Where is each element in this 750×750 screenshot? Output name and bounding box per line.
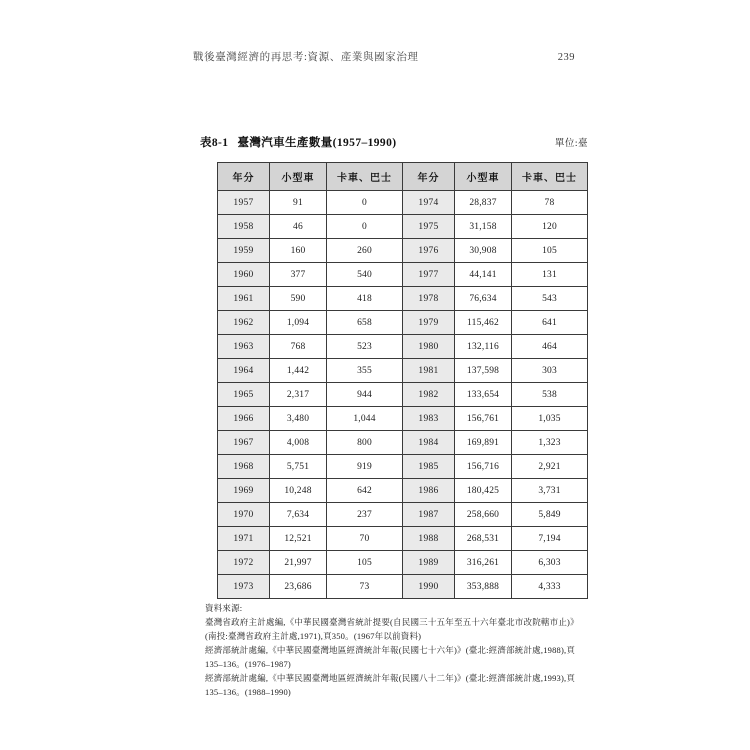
value-cell: 78	[512, 191, 588, 215]
column-header-trucks-buses: 卡車、巴士	[327, 163, 403, 191]
year-cell: 1980	[403, 335, 455, 359]
source-note: 臺灣省政府主計處編,《中華民國臺灣省統計提要(自民國三十五年至五十六年臺北市改院轄市止)》(南投:臺灣省政府主計處,1971),頁350。(1967年以前資料)	[205, 617, 579, 641]
value-cell: 377	[270, 263, 327, 287]
value-cell: 70	[327, 527, 403, 551]
year-cell: 1975	[403, 215, 455, 239]
year-cell: 1976	[403, 239, 455, 263]
value-cell: 418	[327, 287, 403, 311]
value-cell: 1,323	[512, 431, 588, 455]
source-note: 經濟部統計處編,《中華民國臺灣地區經濟統計年報(民國八十二年)》(臺北:經濟部統計處,1993),頁135–136。(1988–1990)	[205, 673, 576, 697]
value-cell: 268,531	[455, 527, 512, 551]
table-row	[218, 287, 588, 311]
value-cell: 590	[270, 287, 327, 311]
column-header-small-cars: 小型車	[455, 163, 512, 191]
value-cell: 6,303	[512, 551, 588, 575]
value-cell: 91	[270, 191, 327, 215]
year-cell: 1973	[218, 575, 270, 599]
value-cell: 1,442	[270, 359, 327, 383]
table-row	[218, 215, 588, 239]
value-cell: 137,598	[455, 359, 512, 383]
year-cell: 1966	[218, 407, 270, 431]
year-cell: 1988	[403, 527, 455, 551]
value-cell: 642	[327, 479, 403, 503]
value-cell: 523	[327, 335, 403, 359]
value-cell: 30,908	[455, 239, 512, 263]
value-cell: 4,008	[270, 431, 327, 455]
value-cell: 44,141	[455, 263, 512, 287]
value-cell: 658	[327, 311, 403, 335]
value-cell: 10,248	[270, 479, 327, 503]
value-cell: 169,891	[455, 431, 512, 455]
table-row	[218, 479, 588, 503]
value-cell: 3,480	[270, 407, 327, 431]
column-header-small-cars: 小型車	[270, 163, 327, 191]
running-title: 戰後臺灣經濟的再思考:資源、產業與國家治理	[193, 52, 419, 63]
value-cell: 944	[327, 383, 403, 407]
year-cell: 1959	[218, 239, 270, 263]
production-table	[217, 162, 588, 599]
year-cell: 1979	[403, 311, 455, 335]
column-header-trucks-buses: 卡車、巴士	[512, 163, 588, 191]
value-cell: 28,837	[455, 191, 512, 215]
column-header-year: 年分	[403, 163, 455, 191]
value-cell: 132,116	[455, 335, 512, 359]
value-cell: 31,158	[455, 215, 512, 239]
year-cell: 1962	[218, 311, 270, 335]
value-cell: 115,462	[455, 311, 512, 335]
table-row	[218, 191, 588, 215]
value-cell: 316,261	[455, 551, 512, 575]
year-cell: 1963	[218, 335, 270, 359]
value-cell: 5,849	[512, 503, 588, 527]
page-number: 239	[557, 52, 575, 63]
table-row	[218, 455, 588, 479]
value-cell: 7,634	[270, 503, 327, 527]
year-cell: 1968	[218, 455, 270, 479]
year-cell: 1970	[218, 503, 270, 527]
table-number-label: 表8-1	[200, 137, 229, 149]
year-cell: 1969	[218, 479, 270, 503]
table-row	[218, 383, 588, 407]
value-cell: 133,654	[455, 383, 512, 407]
table-row	[218, 407, 588, 431]
year-cell: 1971	[218, 527, 270, 551]
table-row	[218, 527, 588, 551]
year-cell: 1983	[403, 407, 455, 431]
value-cell: 131	[512, 263, 588, 287]
table-row	[218, 335, 588, 359]
value-cell: 180,425	[455, 479, 512, 503]
value-cell: 21,997	[270, 551, 327, 575]
year-cell: 1965	[218, 383, 270, 407]
year-cell: 1972	[218, 551, 270, 575]
value-cell: 237	[327, 503, 403, 527]
year-cell: 1985	[403, 455, 455, 479]
value-cell: 919	[327, 455, 403, 479]
table-row	[218, 359, 588, 383]
value-cell: 303	[512, 359, 588, 383]
value-cell: 23,686	[270, 575, 327, 599]
table-caption	[200, 134, 396, 150]
year-cell: 1978	[403, 287, 455, 311]
value-cell: 160	[270, 239, 327, 263]
table-title: 臺灣汽車生產數量(1957–1990)	[237, 137, 397, 149]
source-note: 經濟部統計處編,《中華民國臺灣地區經濟統計年報(民國七十六年)》(臺北:經濟部統計處,1988),頁135–136。(1976–1987)	[205, 645, 576, 669]
value-cell: 1,035	[512, 407, 588, 431]
table-row	[218, 503, 588, 527]
value-cell: 3,731	[512, 479, 588, 503]
value-cell: 768	[270, 335, 327, 359]
table-row	[218, 239, 588, 263]
value-cell: 120	[512, 215, 588, 239]
table-header-row	[218, 163, 588, 191]
year-cell: 1964	[218, 359, 270, 383]
year-cell: 1984	[403, 431, 455, 455]
value-cell: 464	[512, 335, 588, 359]
value-cell: 0	[327, 191, 403, 215]
year-cell: 1960	[218, 263, 270, 287]
value-cell: 5,751	[270, 455, 327, 479]
year-cell: 1981	[403, 359, 455, 383]
year-cell: 1986	[403, 479, 455, 503]
value-cell: 355	[327, 359, 403, 383]
table-row	[218, 311, 588, 335]
table-row	[218, 575, 588, 599]
value-cell: 1,044	[327, 407, 403, 431]
value-cell: 258,660	[455, 503, 512, 527]
year-cell: 1982	[403, 383, 455, 407]
value-cell: 156,761	[455, 407, 512, 431]
value-cell: 73	[327, 575, 403, 599]
year-cell: 1958	[218, 215, 270, 239]
value-cell: 800	[327, 431, 403, 455]
year-cell: 1974	[403, 191, 455, 215]
year-cell: 1977	[403, 263, 455, 287]
value-cell: 540	[327, 263, 403, 287]
sources-label: 資料來源:	[205, 603, 243, 613]
year-cell: 1957	[218, 191, 270, 215]
table-row	[218, 263, 588, 287]
unit-label: 單位:臺	[554, 139, 588, 149]
value-cell: 353,888	[455, 575, 512, 599]
running-header	[193, 49, 575, 64]
value-cell: 260	[327, 239, 403, 263]
value-cell: 105	[327, 551, 403, 575]
column-header-year: 年分	[218, 163, 270, 191]
value-cell: 543	[512, 287, 588, 311]
value-cell: 156,716	[455, 455, 512, 479]
value-cell: 7,194	[512, 527, 588, 551]
value-cell: 0	[327, 215, 403, 239]
table-body	[218, 191, 588, 599]
table-row	[218, 431, 588, 455]
value-cell: 76,634	[455, 287, 512, 311]
year-cell: 1990	[403, 575, 455, 599]
value-cell: 538	[512, 383, 588, 407]
year-cell: 1967	[218, 431, 270, 455]
table-caption-row	[200, 134, 588, 150]
table-row	[218, 551, 588, 575]
value-cell: 105	[512, 239, 588, 263]
sources-list	[205, 615, 589, 699]
year-cell: 1989	[403, 551, 455, 575]
sources	[205, 601, 589, 699]
year-cell: 1961	[218, 287, 270, 311]
year-cell: 1987	[403, 503, 455, 527]
value-cell: 2,921	[512, 455, 588, 479]
value-cell: 46	[270, 215, 327, 239]
value-cell: 2,317	[270, 383, 327, 407]
value-cell: 1,094	[270, 311, 327, 335]
value-cell: 12,521	[270, 527, 327, 551]
value-cell: 4,333	[512, 575, 588, 599]
value-cell: 641	[512, 311, 588, 335]
